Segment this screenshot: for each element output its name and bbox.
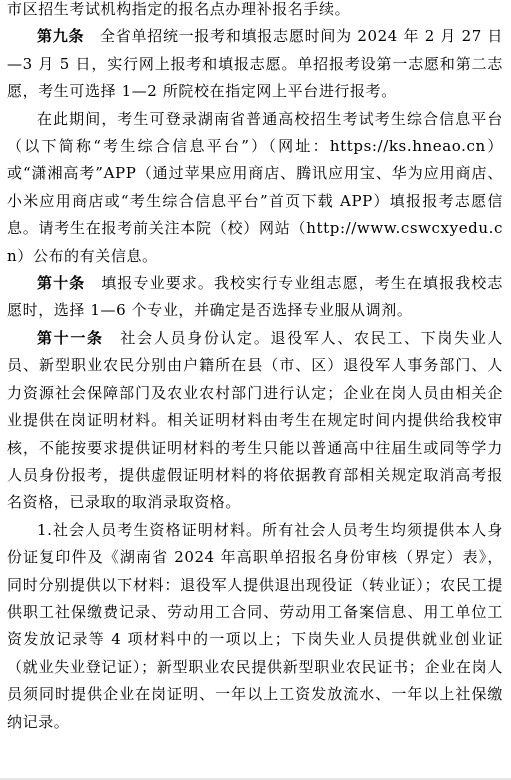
paragraph-1-text: 市区招生考试机构指定的报名点办理补报名手续。 [7,0,351,18]
article-11-heading: 第十一条 [37,328,104,347]
article-9-text: 全省单招统一报考和填报志愿时间为 2024 年 2 月 27 日—3 月 5 日，实行网上报考和填报志愿。单招报考设第一志愿和第二志愿，考生可选择 1—2 所院校在指定网上平台进行报考。 [7,27,503,101]
article-9-paragraph [7,23,503,105]
credentials-text: 1.社会人员考生资格证明材料。所有社会人员考生均须提供本人身份证复印件及《湖南省 2024 年高职单招报名身份审核（界定）表》，同时分别提供以下材料：退役军人提供退出现役证（转业证）；农民工提供职工社保缴费记录、劳动用工合同、劳动用工备案信息、用工单位工资发放记录等 4 项材料中的一项以上；下岗失业人员提供就业创业证（就业失业登记证）；新型职业农民提供新型职业农民证书；企业在岗人员须同时提供企业在岗证明、一年以上工资发放流水、一年以上社保缴纳记录。 [7,520,503,731]
registration-platform-paragraph [7,106,503,270]
paragraph-1 [7,0,503,23]
article-11-paragraph [7,325,503,517]
credentials-paragraph [7,517,503,736]
article-9-heading: 第九条 [37,27,85,46]
registration-platform-text: 在此期间，考生可登录湖南省普通高校招生考试考生综合信息平台（以下简称“考生综合信息平台”）（网址：https://ks.hneao.cn）或“潇湘高考”APP（通过苹果应用商店、腾讯应用宝、华为应用商店、小米应用商店或“考生综合信息平台”首页下载 APP）填报报考志愿信息。请考生在报考前关注本院（校）网站（http://www.cswcxyedu.cn）公布的有关信息。 [7,109,503,265]
article-11-text: 社会人员身份认定。退役军人、农民工、下岗失业人员、新型职业农民分别由户籍所在县（市、区）退役军人事务部门、人力资源社会保障部门及农业农村部门进行认定；企业在岗人员由相关企业提供在岗证明材料。相关证明材料由考生在规定时间内提供给我校审核，不能按要求提供证明材料的考生只能以普通高中往届生或同等学力人员身份报考，提供虚假证明材料的将依据教育部相关规定取消高考报名资格，已录取的取消录取资格。 [7,328,504,512]
article-10-text: 填报专业要求。我校实行专业组志愿，考生在填报我校志愿时，选择 1—6 个专业，并确定是否选择专业服从调剂。 [7,274,503,320]
article-10-paragraph [7,270,503,325]
article-10-heading: 第十条 [37,274,86,293]
